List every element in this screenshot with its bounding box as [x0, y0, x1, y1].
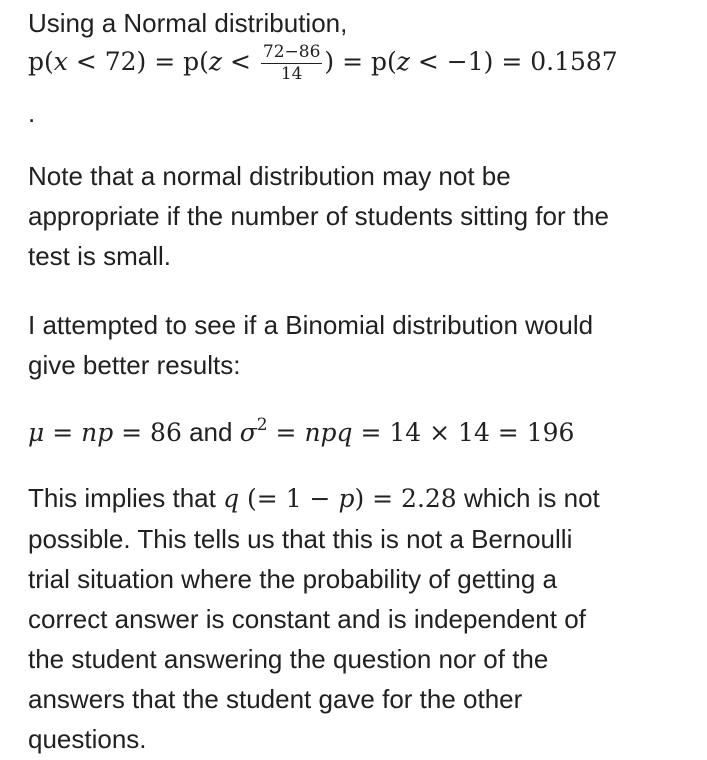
binomial-parameters-formula: [28, 412, 574, 453]
formula-var-np: np: [81, 418, 114, 447]
formula-part: ) = 2.28: [354, 484, 457, 513]
trailing-period: .: [28, 98, 36, 128]
text-line: answers that the student gave for the other: [28, 684, 523, 714]
formula-var-p: p: [338, 484, 355, 513]
text-part: which is not: [456, 483, 600, 513]
formula-part: ) = p(: [324, 47, 397, 76]
formula-part: = 86: [113, 418, 182, 447]
formula-var-npq: npq: [304, 418, 353, 447]
formula-part: < −1) = 0.1587: [409, 47, 618, 76]
normal-appropriateness-note: [28, 156, 698, 276]
text-line: correct answer is constant and is independent of: [28, 604, 586, 634]
formula-var-q: q: [223, 484, 240, 513]
text-line: questions.: [28, 724, 147, 754]
formula-var-sigma: σ: [239, 418, 257, 447]
binomial-attempt-text: [28, 305, 698, 385]
text-line: [28, 478, 698, 519]
formula-var-z: z: [208, 47, 223, 76]
formula-var-z: z: [396, 47, 410, 76]
formula-var-mu: μ: [28, 418, 45, 447]
text-line: appropriate if the number of students sitting for the: [28, 201, 610, 231]
text-line: test is small.: [28, 241, 172, 271]
text-line: give better results:: [28, 350, 241, 380]
text-line: trial situation where the probability of getting a: [28, 564, 557, 594]
formula-part: <: [222, 47, 259, 76]
formula-part: =: [267, 418, 305, 447]
formula-part: = 14 × 14 = 196: [352, 418, 575, 447]
fraction-denominator: 14: [280, 64, 303, 84]
formula-part: p(: [28, 47, 54, 76]
formula-exponent: 2: [256, 415, 268, 435]
formula-var-x: x: [53, 47, 68, 76]
normal-probability-formula: [28, 42, 618, 84]
z-score-fraction: [261, 43, 323, 84]
formula-part: (= 1 −: [239, 484, 339, 513]
formula-connector-text: and: [181, 417, 240, 447]
text-line: Note that a normal distribution may not be: [28, 161, 511, 191]
text-line: the student answering the question nor of the: [28, 644, 549, 674]
text-part: This implies that: [28, 483, 224, 513]
bernoulli-conclusion: [28, 478, 698, 759]
text-line: possible. This tells us that this is not a Bernoulli: [28, 524, 573, 554]
fraction-numerator: 72−86: [262, 42, 321, 62]
normal-distribution-intro: Using a Normal distribution,: [28, 8, 348, 38]
formula-part: =: [44, 418, 82, 447]
text-line: I attempted to see if a Binomial distribution would: [28, 310, 594, 340]
formula-part: < 72) = p(: [67, 47, 209, 76]
